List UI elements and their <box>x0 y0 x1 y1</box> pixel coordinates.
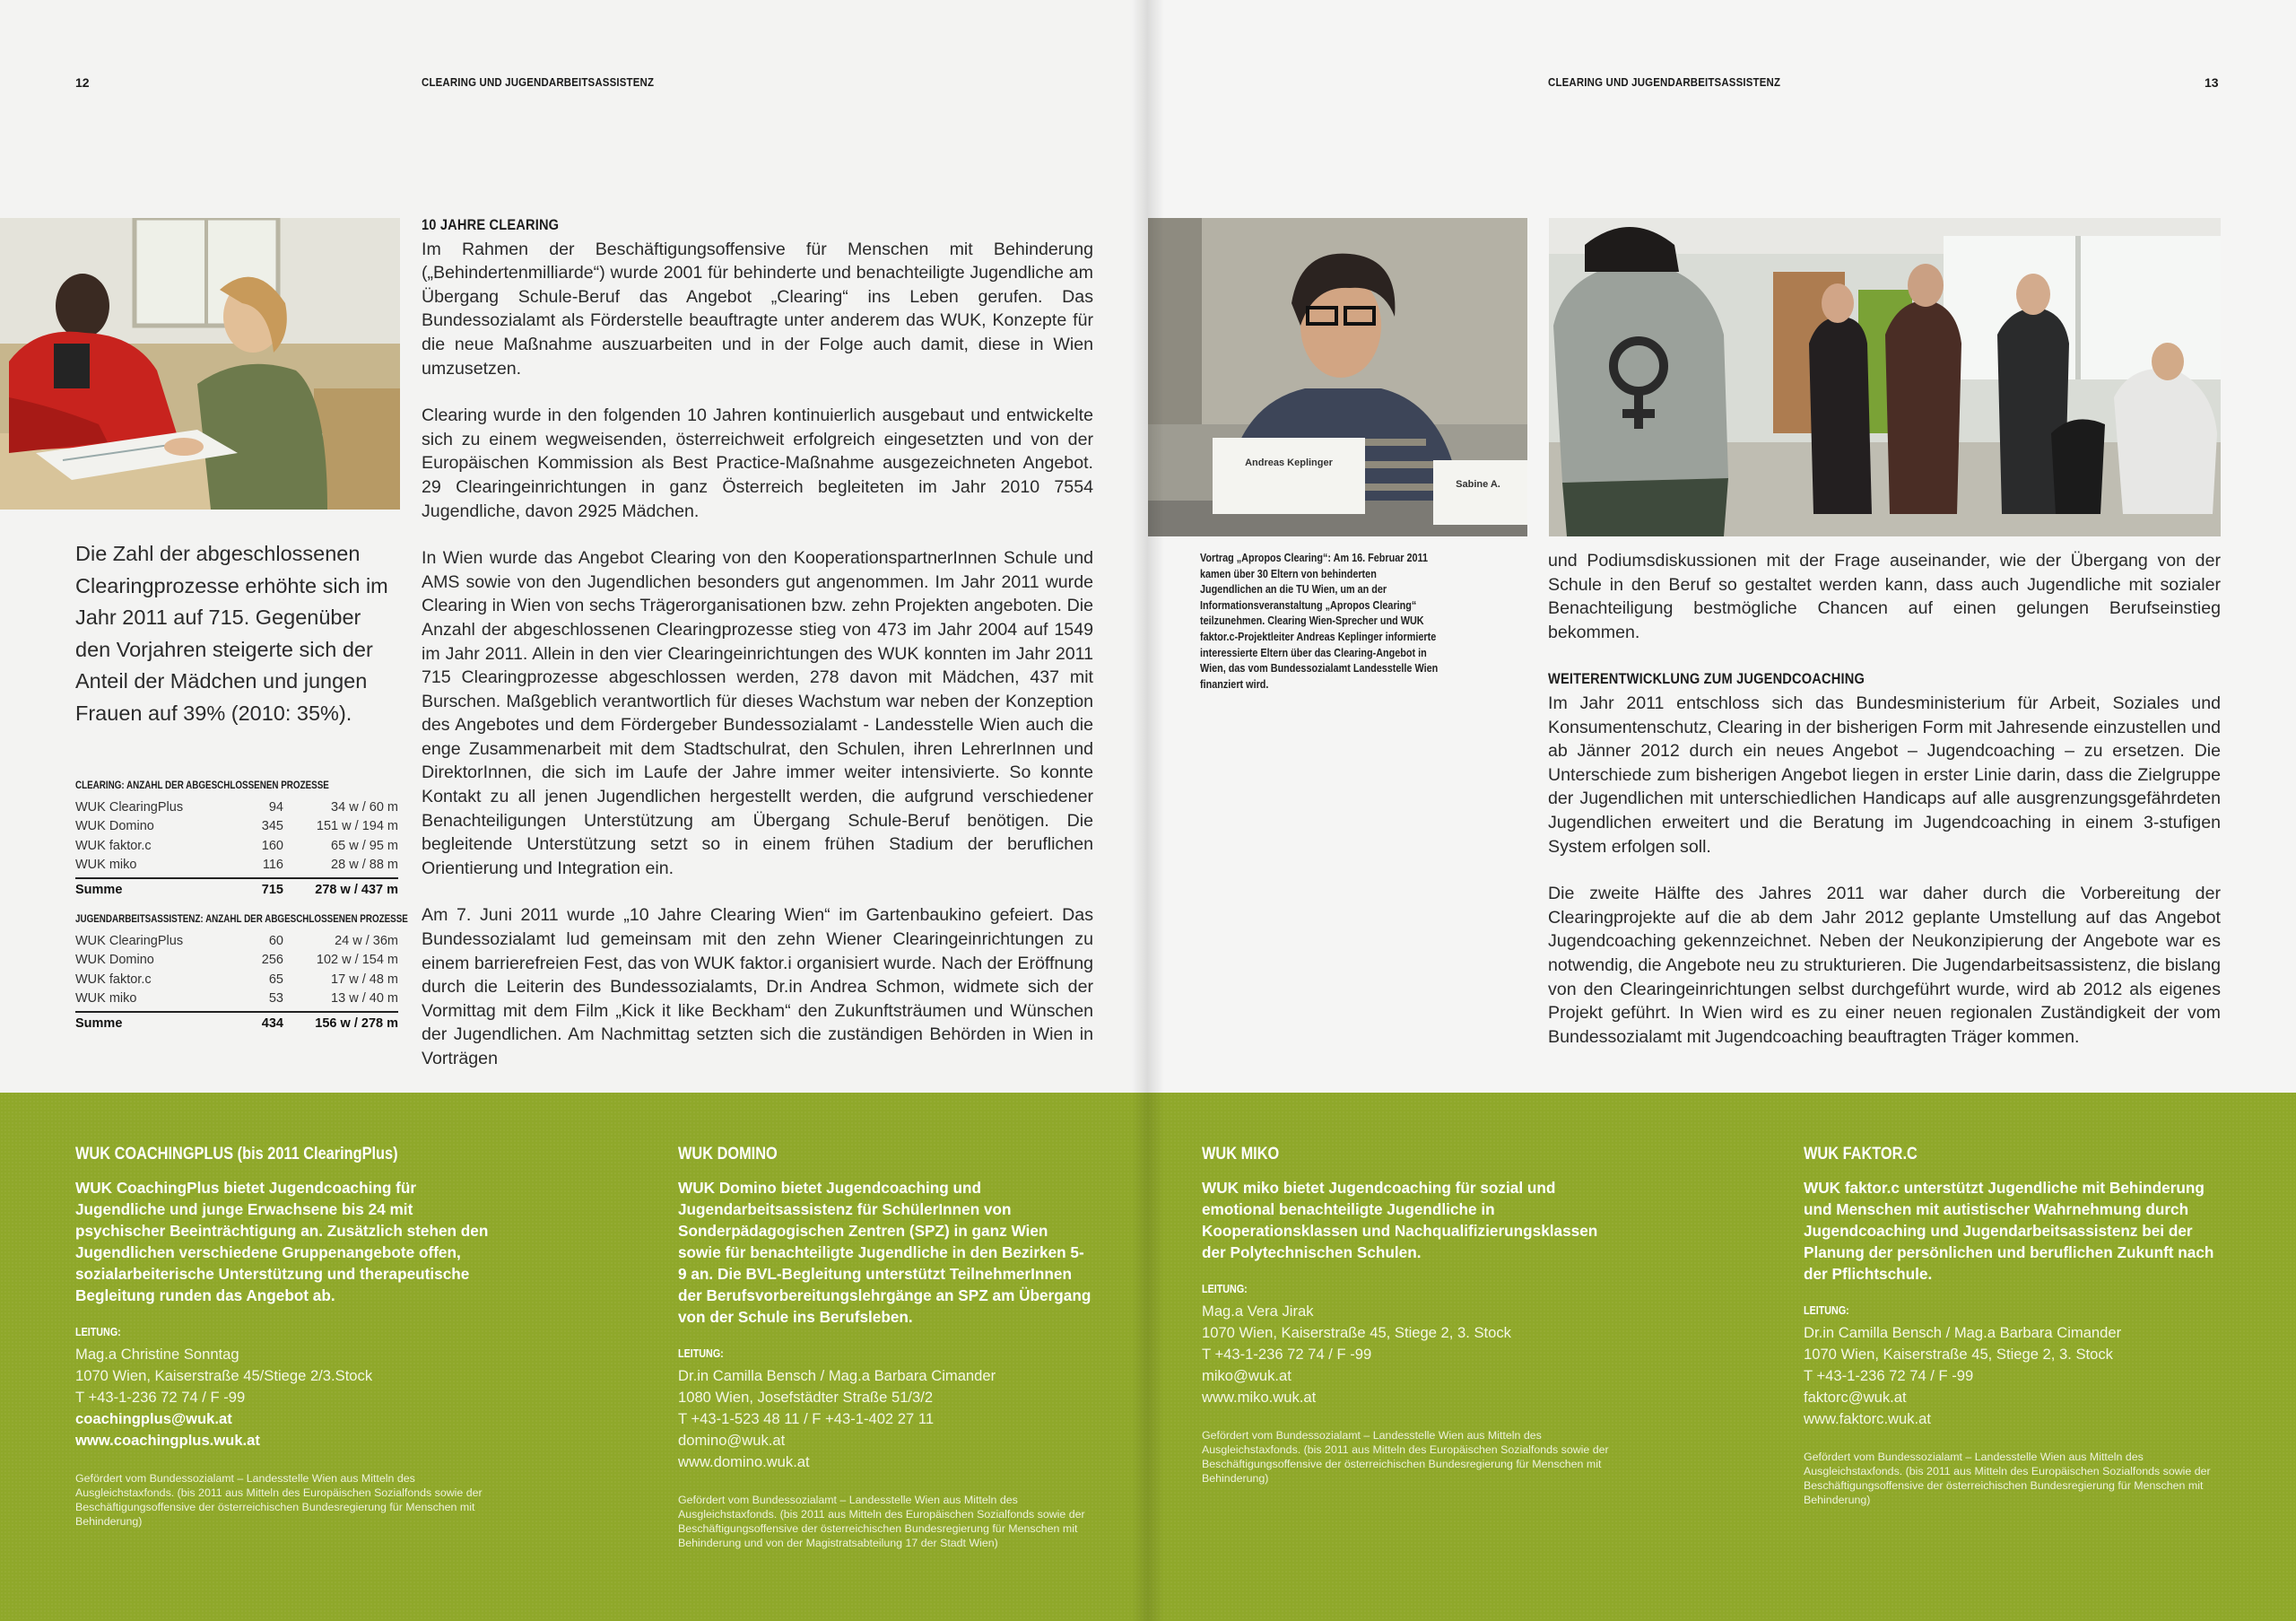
info-description: WUK Domino bietet Jugendcoaching und Jugendarbeitsassistenz für SchülerInnen von Sonderpädagogischen Zentren (SPZ) in ganz Wien sowie für benachteiligte Jugendliche in den Bezirken 5-9 an. Die BVL-Begleitung unterstützt TeilnehmerInnen der Berufsvorbereitungslehrgänge an SPZ am Übergang von der Schule ins Berufsleben. <box>678 1179 1091 1326</box>
row-name: WUK faktor.c <box>75 838 152 853</box>
table-sum-row <box>75 877 398 901</box>
info-web-link[interactable]: www.domino.wuk.at <box>678 1453 810 1470</box>
sum-label: Summe <box>75 1016 123 1031</box>
info-title: WUK MIKO <box>1202 1145 1280 1163</box>
info-domino <box>678 1145 1092 1550</box>
info-phone: T +43-1-236 72 74 / F -99 <box>75 1389 246 1406</box>
photo-tutoring-image <box>0 218 400 510</box>
info-contact-name: Dr.in Camilla Bensch / Mag.a Barbara Cimander <box>1804 1324 2122 1341</box>
row-count: 65 <box>268 972 283 987</box>
info-lead-label: LEITUNG: <box>1804 1304 1849 1317</box>
info-phone: T +43-1-236 72 74 / F -99 <box>1804 1367 1974 1384</box>
row-count: 60 <box>268 933 283 948</box>
table-row <box>75 836 398 856</box>
table-jaa-title: JUGENDARBEITSASSISTENZ: ANZAHL DER ABGESCHLOSSENEN PROZESSE <box>75 912 408 925</box>
lead-paragraph: Die Zahl der abgeschlossenen Clearingprozesse erhöhte sich im Jahr 2011 auf 715. Gegenüber den Vorjahren steigerte sich der Anteil der Mädchen und jungen Frauen auf 39% (2010: 35%). <box>75 542 388 725</box>
sum-count: 715 <box>261 883 283 897</box>
sum-split: 278 w / 437 m <box>315 883 398 897</box>
sum-label: Summe <box>75 883 123 897</box>
info-web-link[interactable]: www.coachingplus.wuk.at <box>75 1432 260 1449</box>
article-heading: 10 JAHRE CLEARING <box>422 216 560 233</box>
row-count: 53 <box>268 991 283 1007</box>
info-address: 1080 Wien, Josefstädter Straße 51/3/2 <box>678 1389 934 1406</box>
sign-keplinger: Andreas Keplinger <box>1245 458 1333 468</box>
info-address: 1070 Wien, Kaiserstraße 45/Stiege 2/3.Stock <box>75 1367 373 1384</box>
info-funding-note: Gefördert vom Bundessozialamt – Landesstelle Wien aus Mitteln des Ausgleichstaxfonds. (bis 2011 aus Mitteln des Europäischen Sozialfonds sowie der Beschäftigungsoffensive der österreichischen Bundesregierung für Menschen mit Behinderung) <box>1202 1429 1609 1485</box>
photo-group <box>1549 218 2221 536</box>
photo-tutoring <box>0 218 400 510</box>
photo-group-image <box>1549 218 2221 536</box>
table-row <box>75 931 398 951</box>
row-count: 160 <box>261 838 283 853</box>
article-column <box>422 214 1093 1094</box>
info-phone: T +43-1-236 72 74 / F -99 <box>1202 1346 1372 1363</box>
photo-caption: Vortrag „Apropos Clearing“: Am 16. Februar 2011 kamen über 30 Eltern von behinderten Jugendlichen an die TU Wien, um an der Informationsveranstaltung „Apropos Clearing“ teilzunehmen. Clearing Wien-Sprecher und WUK faktor.c-Projektleiter Andreas Keplinger informierte interessierte Eltern über das Clearing-Angebot in Wien, das vom Bundessozialamt Landesstelle Wien finanziert wird. <box>1200 552 1439 691</box>
row-name: WUK miko <box>75 858 137 873</box>
info-funding-note: Gefördert vom Bundessozialamt – Landesstelle Wien aus Mitteln des Ausgleichstaxfonds. (bis 2011 aus Mitteln des Europäischen Sozialfonds sowie der Beschäftigungsoffensive der österreichischen Bundesregierung für Menschen mit Behinderung) <box>1804 1451 2211 1506</box>
row-name: WUK faktor.c <box>75 972 152 987</box>
photo-speaker <box>1148 218 1527 536</box>
table-row <box>75 989 398 1009</box>
table-row <box>75 856 398 876</box>
row-count: 94 <box>268 799 283 815</box>
info-email-link[interactable]: miko@wuk.at <box>1202 1367 1292 1384</box>
info-lead-label: LEITUNG: <box>1202 1283 1248 1295</box>
info-contact-name: Mag.a Vera Jirak <box>1202 1303 1314 1320</box>
row-count: 345 <box>261 819 283 834</box>
article-paragraph: Im Rahmen der Beschäftigungsoffensive für Menschen mit Behinderung („Behindertenmilliarde“) wurde 2001 für behinderte und benachteiligte Jugendliche am Übergang Schule-Beruf das Angebot „Clearing“ ins Leben gerufen. Das Bundessozialamt als Förderstelle beauftragte unter anderem das WUK, Konzepte für die neue Maßnahme auszuarbeiten und in der Folge auch damit, diese in Wien umzusetzen. <box>422 239 1093 379</box>
photo-speaker-image <box>1148 218 1527 536</box>
row-split: 28 w / 88 m <box>331 858 398 873</box>
article-paragraph: Im Jahr 2011 entschloss sich das Bundesministerium für Arbeit, Soziales und Konsumentenschutz, Clearing in der bisherigen Form mit Jahresende einzustellen und ab Jänner 2012 durch ein neues Angebot – Jugendcoaching – zu ersetzen. Die Unterschiede zum bisherigen Angebot liegen in erster Linie darin, dass die Zielgruppe der Jugendlichen mit unterschiedlichen Handicaps auf alle ausgrenzungsgefährdeten Jugendlichen erweitert und die Beratung im Jugendcoaching in einem 3-stufigen System erfolgen soll. <box>1548 693 2221 857</box>
row-split: 13 w / 40 m <box>331 991 398 1007</box>
info-lead-label: LEITUNG: <box>75 1326 121 1338</box>
info-contact-name: Mag.a Christine Sonntag <box>75 1346 239 1363</box>
info-miko <box>1202 1145 1623 1486</box>
info-description: WUK miko bietet Jugendcoaching für sozial und emotional benachteiligte Jugendliche in Kooperationsklassen und Nachqualifizierungsklassen der Polytechnischen Schulen. <box>1202 1179 1598 1261</box>
row-name: WUK ClearingPlus <box>75 933 184 948</box>
table-sum-row <box>75 1011 398 1034</box>
row-name: WUK Domino <box>75 953 154 968</box>
article-paragraph: Clearing wurde in den folgenden 10 Jahren kontinuierlich ausgebaut und entwickelte sich zu einem wegweisenden, österreichweit erfolgreich eingesetzten und von der Europäischen Kommission als Best Practice-Maßnahme ausgezeichneten Angebot. 29 Clearingeinrichtungen in ganz Österreich begleiteten im Jahr 2010 7554 Jugendliche, davon 2925 Mädchen. <box>422 405 1093 521</box>
article-paragraph: und Podiumsdiskussionen mit der Frage auseinander, wie der Übergang von der Schule in den Beruf so gestaltet werden kann, dass auch Jugendliche mit sozialer Benachteiligung bestmögliche Chancen auf einen gelungen Berufseinstieg bekommen. <box>1548 551 2221 642</box>
row-split: 102 w / 154 m <box>316 953 398 968</box>
info-title-suffix: (bis 2011 ClearingPlus) <box>237 1145 398 1163</box>
info-description: WUK faktor.c unterstützt Jugendliche mit Behinderung und Menschen mit autistischer Wahrnehmung durch Jugendcoaching und Jugendarbeitsassistenz bei der Planung der persönlichen und beruflichen Zukunft nach der Pflichtschule. <box>1804 1179 2214 1283</box>
info-faktorc <box>1804 1145 2225 1507</box>
table-row <box>75 817 398 837</box>
table-row <box>75 970 398 989</box>
info-address: 1070 Wien, Kaiserstraße 45, Stiege 2, 3. Stock <box>1804 1346 2113 1363</box>
table-clearing-title: CLEARING: ANZAHL DER ABGESCHLOSSENEN PROZESSE <box>75 779 329 791</box>
info-email-link[interactable]: coachingplus@wuk.at <box>75 1410 232 1427</box>
table-jugendarbeitsassistenz <box>75 912 408 1034</box>
running-head-left: CLEARING UND JUGENDARBEITSASSISTENZ <box>422 75 655 89</box>
info-web-link[interactable]: www.miko.wuk.at <box>1202 1389 1317 1406</box>
row-split: 17 w / 48 m <box>331 972 398 987</box>
article-paragraph: In Wien wurde das Angebot Clearing von den KooperationspartnerInnen Schule und AMS sowie von den Jugendlichen besonders gut angenommen. Im Jahr 2011 wurde Clearing in Wien von sechs Trägerorganisationen bzw. zehn Projekten angeboten. Die Anzahl der abgeschlossenen Clearingprozesse stieg von 473 im Jahr 2004 auf 1549 im Jahr 2011. Allein in den vier Clearingeinrichtungen des WUK konnten im Jahr 2011 715 Clearingprozesse abgeschlossen werden, 278 davon mit Mädchen, 437 mit Burschen. Maßgeblich verantwortlich für dieses Wachstum war neben der Konzeption des Angebotes und dem Fördergeber Bundessozialamt - Landesstelle Wien auch die enge Zusammenarbeit mit dem Stadtschulrat, den Schulen, ihren LehrerInnen und DirektorInnen, die sich im Laufe der Jahre immer weiter intensivierte. So konnte Kontakt zu all jenen Jugendlichen hergestellt werden, die aufgrund verschiedener Benachteiligungen Unterstützung am Übergang Schule-Beruf benötigen. Die begleitende Unterstützung setzt so in einem frühen Stadium der beruflichen Orientierung und Integration ein. <box>422 548 1093 878</box>
sum-count: 434 <box>261 1016 283 1031</box>
sum-split: 156 w / 278 m <box>315 1016 398 1031</box>
row-split: 24 w / 36m <box>335 933 398 948</box>
article-paragraph: Die zweite Hälfte des Jahres 2011 war daher durch die Vorbereitung der Clearingprojekte auf die ab dem Jahr 2012 geplante Umstellung auf das Angebot Jugendcoaching gekennzeichnet. Neben der Neukonzipierung der Angebote war es notwendig, die Angebote neu zu strukturieren. Die Jugendarbeitsassistenz, die bislang von den Clearingeinrichtungen selbst durchgeführt wurde, wird ab 2012 als eigenes Projekt geführt. In Wien wird es zu einer neuen regionalen Zuständigkeit der vom Bundessozialamt mit Jugendcoaching beauftragten Träger kommen. <box>1548 884 2221 1047</box>
row-name: WUK ClearingPlus <box>75 799 184 815</box>
article-heading-2: WEITERENTWICKLUNG ZUM JUGENDCOACHING <box>1548 670 1866 688</box>
article-column-right <box>1548 549 2221 1072</box>
row-count: 116 <box>262 858 283 873</box>
table-row <box>75 951 398 971</box>
info-coachingplus <box>75 1145 497 1529</box>
sign-sabine: Sabine A. <box>1456 479 1500 490</box>
table-row <box>75 797 398 817</box>
info-funding-note: Gefördert vom Bundessozialamt – Landesstelle Wien aus Mitteln des Ausgleichstaxfonds. (bis 2011 aus Mitteln des Europäischen Sozialfonds sowie der Beschäftigungsoffensive der österreichischen Bundesregierung für Menschen mit Behinderung) <box>75 1472 483 1528</box>
page-number-left: 12 <box>75 75 90 90</box>
row-split: 151 w / 194 m <box>316 819 398 834</box>
row-name: WUK Domino <box>75 819 154 834</box>
info-title <box>75 1145 438 1164</box>
info-description: WUK CoachingPlus bietet Jugendcoaching für Jugendliche und junge Erwachsene bis 24 mit psychischer Beeinträchtigung an. Zusätzlich stehen den Jugendlichen verschiedene Gruppenangebote offen, sozialarbeiterische Unterstützung und therapeutische Begleitung runden das Angebot ab. <box>75 1179 489 1304</box>
info-web-link[interactable]: www.faktorc.wuk.at <box>1804 1410 1932 1427</box>
info-email-link[interactable]: faktorc@wuk.at <box>1804 1389 1907 1406</box>
row-split: 34 w / 60 m <box>331 799 398 815</box>
running-head-right: CLEARING UND JUGENDARBEITSASSISTENZ <box>1548 75 1781 89</box>
info-title: WUK DOMINO <box>678 1145 778 1163</box>
table-clearing <box>75 779 398 901</box>
info-email-link[interactable]: domino@wuk.at <box>678 1432 786 1449</box>
row-count: 256 <box>261 953 283 968</box>
article-paragraph: Am 7. Juni 2011 wurde „10 Jahre Clearing Wien“ im Gartenbaukino gefeiert. Das Bundessozialamt lud gemeinsam mit den zehn Wiener Clearingeinrichtungen zu einem barrierefreien Fest, das von WUK faktor.i organisiert wurde. Nach der Eröffnung durch die Leiterin des Bundessozialamts, Dr.in Andrea Schmon, widmete sich der Vormittag mit dem Film „Kick it like Beckham“ den Zukunftsträumen und Wünschen der Jugendlichen. Am Nachmittag setzten sich die zuständigen Behörden in Wien in Vorträgen <box>422 905 1093 1068</box>
row-split: 65 w / 95 m <box>331 838 398 853</box>
info-address: 1070 Wien, Kaiserstraße 45, Stiege 2, 3. Stock <box>1202 1324 1511 1341</box>
info-title-main: WUK COACHINGPLUS <box>75 1145 234 1163</box>
page-number-right: 13 <box>2205 75 2219 90</box>
info-funding-note: Gefördert vom Bundessozialamt – Landesstelle Wien aus Mitteln des Ausgleichstaxfonds. (bis 2011 aus Mitteln des Europäischen Sozialfonds sowie der Beschäftigungsoffensive der österreichischen Bundesregierung für Menschen mit Behinderung und von der Magistratsabteilung 17 der Stadt Wien) <box>678 1494 1085 1549</box>
info-contact-name: Dr.in Camilla Bensch / Mag.a Barbara Cimander <box>678 1367 996 1384</box>
info-lead-label: LEITUNG: <box>678 1347 724 1360</box>
info-title: WUK FAKTOR.C <box>1804 1145 1918 1163</box>
info-phone: T +43-1-523 48 11 / F +43-1-402 27 11 <box>678 1410 935 1427</box>
row-name: WUK miko <box>75 991 137 1007</box>
